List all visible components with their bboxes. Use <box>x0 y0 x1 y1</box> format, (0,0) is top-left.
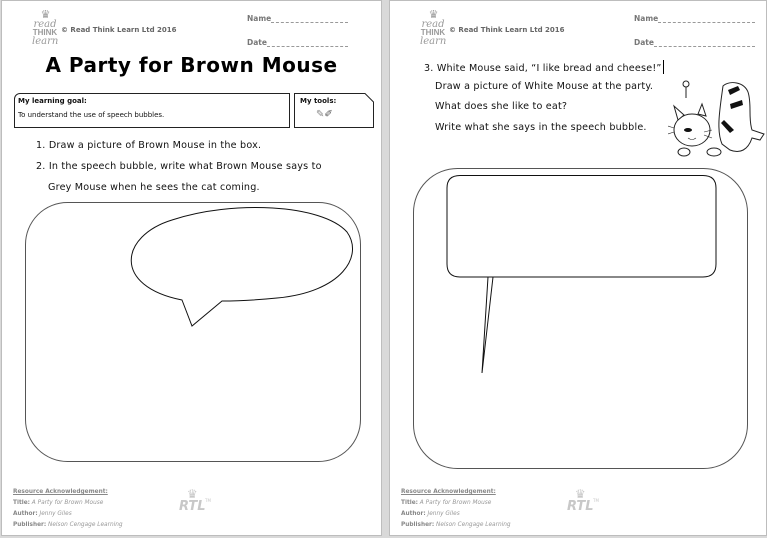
instruction-3-line-4: Write what she says in the speech bubble. <box>435 122 647 133</box>
resource-acknowledgement: Resource Acknowledgement: Title: A Party for Brown Mouse Author: Jenny Giles Publisher: Nelson Cengage Learning <box>401 489 511 528</box>
instruction-2-continued: Grey Mouse when he sees the cat coming. <box>48 182 260 193</box>
resource-acknowledgement: Resource Acknowledgement: Title: A Party for Brown Mouse Author: Jenny Giles Publisher: Nelson Cengage Learning <box>13 489 123 528</box>
date-field[interactable]: Date <box>247 38 348 47</box>
rtl-logo: ♛ RTL TM <box>567 487 599 514</box>
worksheet-page-left <box>1 0 382 536</box>
my-tools-box <box>294 93 374 128</box>
crown-icon: ♛ <box>574 487 586 501</box>
name-line[interactable] <box>658 14 755 23</box>
copyright-text: © Read Think Learn Ltd 2016 <box>61 26 177 34</box>
cat-illustration-icon <box>668 78 767 173</box>
text-cursor <box>663 60 664 74</box>
instruction-3-line-3: What does she like to eat? <box>435 101 568 112</box>
name-line[interactable] <box>271 14 348 23</box>
crown-icon: ♛ <box>428 8 438 21</box>
crown-icon: ♛ <box>40 8 50 21</box>
instruction-1: 1. Draw a picture of Brown Mouse in the box. <box>36 140 262 151</box>
copyright-text: © Read Think Learn Ltd 2016 <box>449 26 565 34</box>
instruction-3-line-2: Draw a picture of White Mouse at the party. <box>435 81 654 92</box>
name-field[interactable]: Name <box>634 14 755 23</box>
date-line[interactable] <box>267 38 348 47</box>
instruction-3: 3. White Mouse said, “I like bread and cheese!” <box>424 60 664 74</box>
pencil-icon: ✎ <box>316 109 325 120</box>
crayon-icon: ✐ <box>324 109 333 120</box>
date-field[interactable]: Date <box>634 38 755 47</box>
read-think-learn-logo: ♛ read THINK learn <box>32 8 59 47</box>
instruction-2: 2. In the speech bubble, write what Brown Mouse says to <box>36 161 322 172</box>
name-field[interactable]: Name <box>247 14 348 23</box>
date-line[interactable] <box>654 38 755 47</box>
learning-goal-text: To understand the use of speech bubbles. <box>18 111 165 119</box>
drawing-box[interactable] <box>2 196 383 486</box>
crown-icon: ♛ <box>186 487 198 501</box>
my-tools-label: My tools: <box>300 97 337 105</box>
learning-goal-box <box>14 93 290 128</box>
rectangular-speech-bubble <box>447 176 716 374</box>
drawing-box[interactable] <box>390 161 767 491</box>
page-title: A Party for Brown Mouse <box>45 53 338 77</box>
oval-speech-bubble <box>131 208 352 327</box>
read-think-learn-logo: ♛ read THINK learn <box>420 8 447 47</box>
rtl-logo: ♛ RTL TM <box>179 487 211 514</box>
learning-goal-label: My learning goal: <box>18 97 87 105</box>
